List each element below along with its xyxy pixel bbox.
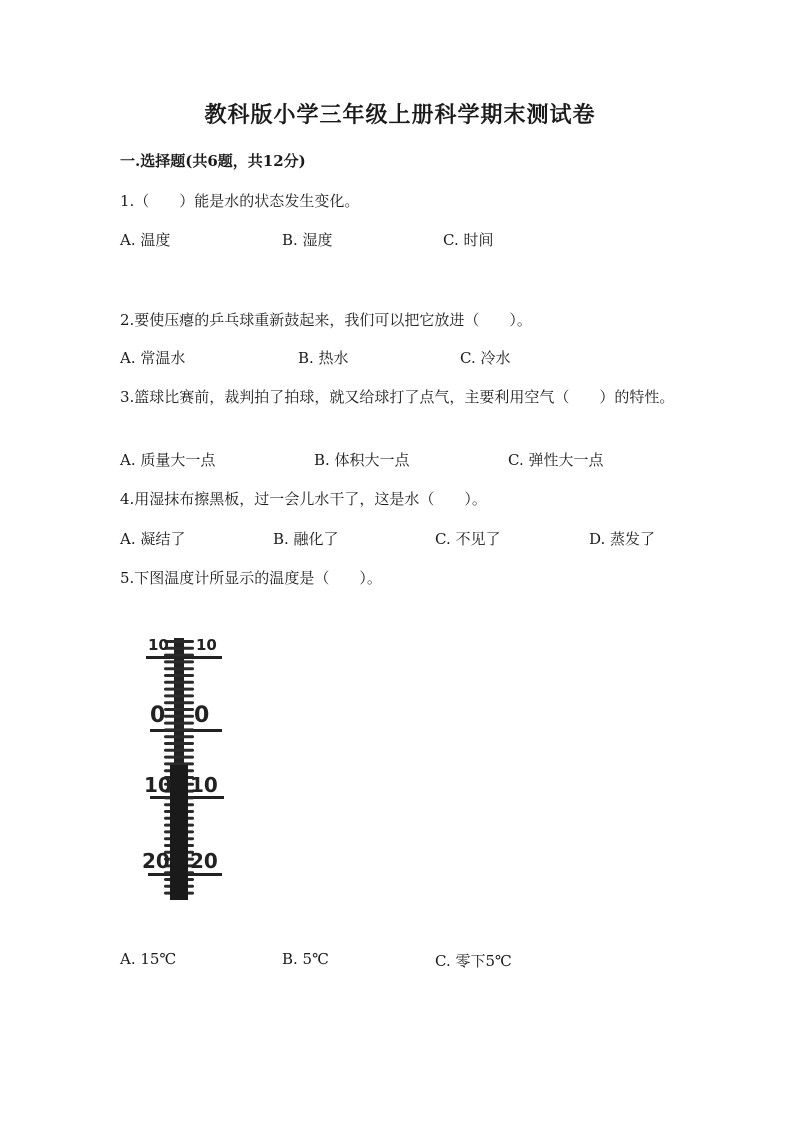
question-2-option-c: C. 冷水 — [460, 349, 511, 367]
question-4-stem: 4.用湿抹布擦黑板，过一会儿水干了，这是水（ ）。 — [120, 490, 487, 508]
minor-tick — [164, 756, 194, 759]
minor-tick — [164, 762, 194, 765]
question-3-stem: 3.篮球比赛前，裁判拍了拍球，就又给球打了点气，主要利用空气（ ）的特性。 — [120, 388, 675, 406]
scale-label-top-left: 10 — [148, 636, 169, 654]
minor-tick — [164, 681, 194, 684]
question-3-option-b: B. 体积大一点 — [314, 451, 410, 469]
question-1-option-a: A. 温度 — [120, 231, 171, 249]
question-5-option-c: C. 零下5℃ — [435, 952, 512, 970]
minor-tick — [164, 728, 194, 731]
minor-tick — [164, 660, 194, 663]
question-5-option-a: A. 15℃ — [120, 950, 177, 968]
question-4-option-d: D. 蒸发了 — [589, 530, 656, 548]
page-title: 教科版小学三年级上册科学期末测试卷 — [204, 102, 596, 128]
question-2-option-a: A. 常温水 — [120, 349, 186, 367]
question-2-option-b: B. 热水 — [298, 349, 349, 367]
question-4-option-c: C. 不见了 — [435, 530, 501, 548]
question-4-option-a: A. 凝结了 — [120, 530, 186, 548]
minor-tick — [164, 735, 194, 738]
minor-tick — [164, 708, 194, 711]
question-1-option-c: C. 时间 — [443, 231, 494, 249]
scale-label-0-left: 0 — [150, 703, 166, 728]
minor-tick — [164, 667, 194, 670]
scale-label-20-right: 20 — [190, 849, 218, 873]
minor-tick — [164, 722, 194, 725]
scale-label-10-left: 10 — [144, 773, 172, 797]
scale-label-top-right: 10 — [196, 636, 217, 654]
question-1-option-b: B. 湿度 — [282, 231, 333, 249]
question-5-option-b: B. 5℃ — [282, 950, 329, 968]
question-3-option-c: C. 弹性大一点 — [508, 451, 604, 469]
minor-tick — [164, 749, 194, 752]
thermometer-figure — [110, 630, 250, 910]
scale-label-20-left: 20 — [142, 849, 170, 873]
scale-label-0-right: 0 — [194, 703, 210, 728]
section-heading: 一.选择题(共6题，共12分) — [120, 152, 306, 170]
question-5-stem: 5.下图温度计所显示的温度是（ ）。 — [120, 569, 382, 587]
thermometer-liquid — [170, 765, 188, 900]
minor-tick — [164, 715, 194, 718]
minor-tick — [164, 688, 194, 691]
minor-tick — [164, 701, 194, 704]
minor-tick — [164, 654, 194, 657]
scale-label-10-right: 10 — [190, 773, 218, 797]
question-1-stem: 1.（ ）能是水的状态发生变化。 — [120, 192, 360, 210]
question-3-option-a: A. 质量大一点 — [120, 451, 216, 469]
question-2-stem: 2.要使压瘪的乒乓球重新鼓起来，我们可以把它放进（ ）。 — [120, 311, 532, 329]
minor-tick — [164, 674, 194, 677]
minor-tick — [164, 694, 194, 697]
minor-tick — [164, 742, 194, 745]
question-4-option-b: B. 融化了 — [273, 530, 339, 548]
